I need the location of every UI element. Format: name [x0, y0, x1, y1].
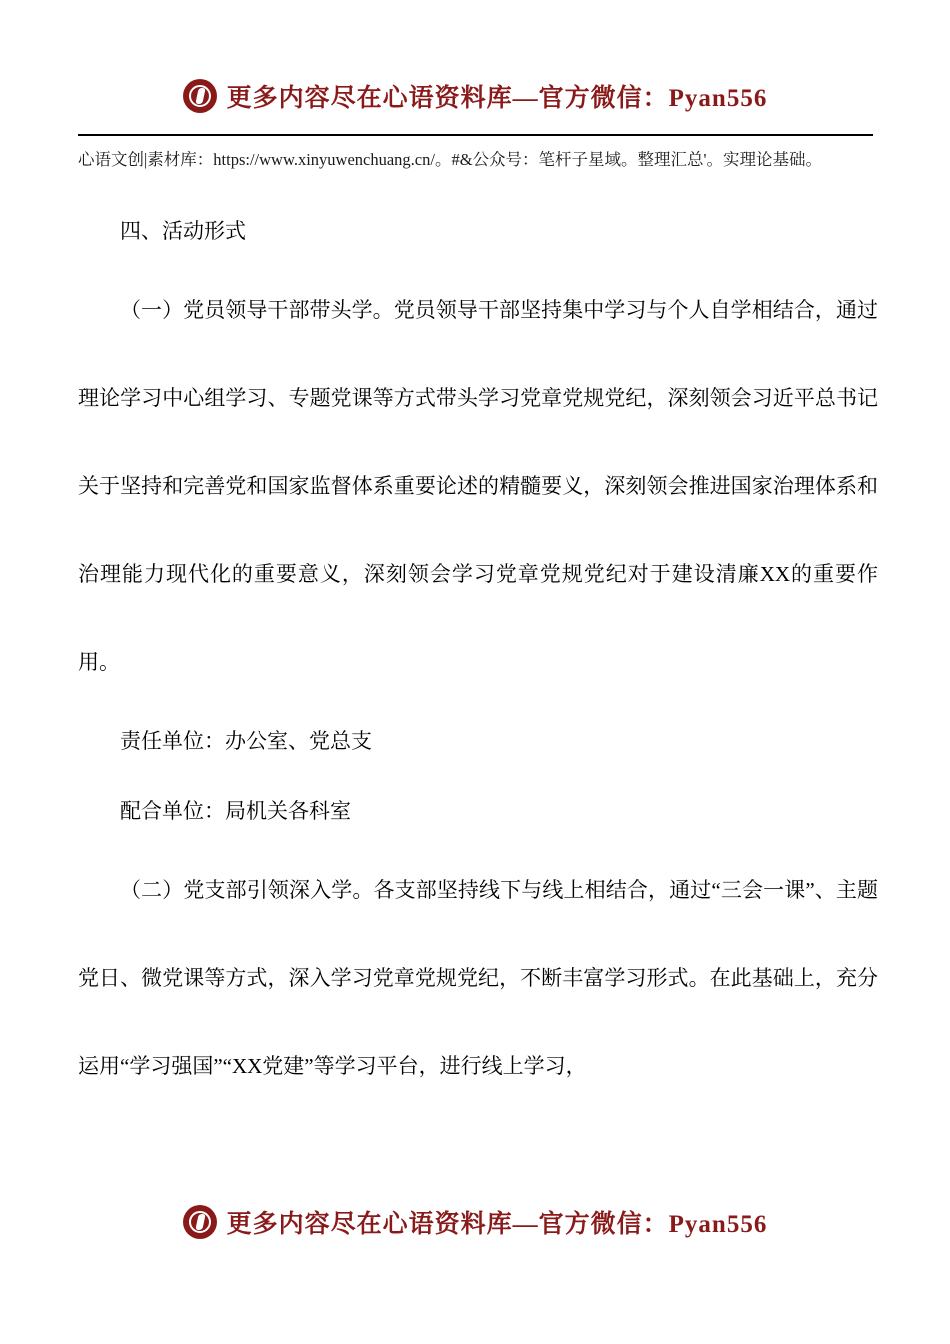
watermark-top-text: 更多内容尽在心语资料库—官方微信：Pyan556	[226, 85, 768, 112]
paragraph: 责任单位：办公室、党总支	[120, 729, 372, 753]
paragraph: （二）党支部引领深入学。各支部坚持线下与线上相结合，通过“三会一课”、主题党日、微党课等方式，深入学习党章党规党纪，不断丰富学习形式。在此基础上，充分运用“学习强国”“XX党建”等学习平台，进行线上学习，	[78, 878, 878, 1078]
watermark-bottom-text: 更多内容尽在心语资料库—官方微信：Pyan556	[226, 1211, 768, 1238]
paragraph: （一）党员领导干部带头学。党员领导干部坚持集中学习与个人自学相结合，通过理论学习中心组学习、专题党课等方式带头学习党章党规党纪，深刻领会习近平总书记关于坚持和完善党和国家监督体系重要论述的精髓要义，深刻领会推进国家治理体系和治理能力现代化的重要意义，深刻领会学习党章党规党纪对于建设清廉XX的重要作用。	[78, 298, 878, 674]
yin-yang-logo-icon	[183, 1205, 217, 1239]
yin-yang-logo-icon	[183, 79, 217, 113]
header-divider	[78, 134, 873, 136]
source-line: 心语文创|素材库：https://www.xinyuwenchuang.cn/。#&公众号：笔杆子星域。整理汇总'。实理论基础。	[78, 150, 823, 169]
section-heading: 四、活动形式	[120, 219, 246, 243]
paragraph: 配合单位：局机关各科室	[120, 799, 351, 823]
document-body	[78, 196, 878, 1110]
watermark-bottom	[0, 1204, 950, 1240]
watermark-top	[0, 78, 950, 114]
